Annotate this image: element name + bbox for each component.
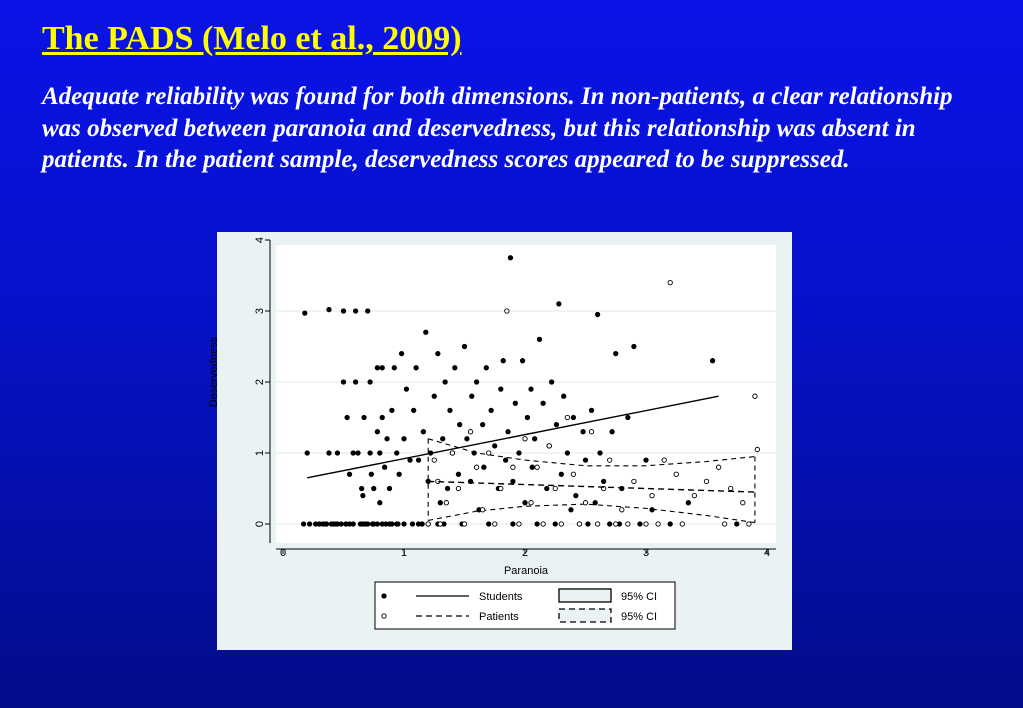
data-point-students [474, 380, 478, 384]
data-point-students [375, 430, 379, 434]
data-point-students [453, 366, 457, 370]
legend-ci-label-students: 95% CI [621, 591, 658, 603]
plot-area [276, 245, 776, 543]
data-point-students [421, 430, 425, 434]
data-point-students [339, 522, 343, 526]
data-point-patients [729, 486, 733, 490]
data-point-students [416, 522, 420, 526]
data-point-students [438, 501, 442, 505]
data-point-students [303, 311, 307, 315]
data-point-students [366, 522, 370, 526]
data-point-students [368, 451, 372, 455]
data-point-students [375, 366, 379, 370]
data-point-students [545, 486, 549, 490]
data-point-students [601, 479, 605, 483]
data-point-students [362, 415, 366, 419]
data-point-students [353, 380, 357, 384]
data-point-patients [493, 522, 497, 526]
data-point-students [378, 501, 382, 505]
data-point-patients [535, 465, 539, 469]
data-point-students [414, 366, 418, 370]
legend-label-students: Students [479, 591, 523, 603]
data-point-students [402, 437, 406, 441]
data-point-students [457, 422, 461, 426]
data-point-students [402, 522, 406, 526]
data-point-patients [511, 465, 515, 469]
data-point-students [559, 472, 563, 476]
legend-ci-swatch-patients [559, 609, 611, 622]
data-point-students [424, 330, 428, 334]
data-point-students [632, 344, 636, 348]
data-point-students [489, 408, 493, 412]
data-point-students [529, 387, 533, 391]
y-tick-label-3: 3 [254, 307, 266, 315]
data-point-patients [632, 479, 636, 483]
data-point-students [465, 437, 469, 441]
data-point-students [327, 451, 331, 455]
data-point-students [549, 380, 553, 384]
data-point-students [535, 522, 539, 526]
data-point-patients [704, 479, 708, 483]
data-point-students [586, 522, 590, 526]
data-point-students [574, 493, 578, 497]
y-tick-label-2: 2 [254, 378, 266, 386]
legend-ci-label-patients: 95% CI [621, 611, 658, 623]
data-point-patients [480, 508, 484, 512]
legend-marker-students [382, 594, 386, 598]
data-point-students [554, 422, 558, 426]
x-tick-label-2: 2 [521, 547, 529, 559]
data-point-students [361, 493, 365, 497]
data-point-students [686, 501, 690, 505]
data-point-students [448, 408, 452, 412]
data-point-students [410, 522, 414, 526]
data-point-students [366, 309, 370, 313]
data-point-students [626, 415, 630, 419]
data-point-patients [722, 522, 726, 526]
data-point-students [382, 465, 386, 469]
data-point-students [557, 302, 561, 306]
data-point-patients [432, 458, 436, 462]
data-point-students [506, 430, 510, 434]
data-point-students [541, 401, 545, 405]
data-point-students [480, 422, 484, 426]
data-point-patients [626, 522, 630, 526]
data-point-patients [462, 522, 466, 526]
data-point-patients [426, 522, 430, 526]
legend-label-patients: Patients [479, 611, 519, 623]
data-point-students [511, 479, 515, 483]
data-point-students [387, 522, 391, 526]
data-point-students [327, 307, 331, 311]
data-point-patients [450, 451, 454, 455]
data-point-students [395, 522, 399, 526]
x-tick-label-1: 1 [400, 547, 408, 559]
data-point-patients [583, 501, 587, 505]
data-point-students [436, 351, 440, 355]
data-point-patients [755, 447, 759, 451]
data-point-students [397, 472, 401, 476]
data-point-students [395, 451, 399, 455]
data-point-patients [559, 522, 563, 526]
data-point-students [307, 522, 311, 526]
data-point-students [353, 309, 357, 313]
data-point-students [470, 394, 474, 398]
data-point-students [305, 451, 309, 455]
data-point-students [380, 366, 384, 370]
data-point-patients [553, 486, 557, 490]
data-point-patients [644, 522, 648, 526]
chart-legend [375, 582, 675, 629]
data-point-students [571, 415, 575, 419]
data-point-students [390, 408, 394, 412]
data-point-patients [692, 493, 696, 497]
data-point-students [598, 451, 602, 455]
y-axis-label: Deservedness [208, 336, 220, 408]
data-point-students [620, 486, 624, 490]
data-point-students [508, 256, 512, 260]
data-point-students [404, 387, 408, 391]
data-point-students [372, 486, 376, 490]
data-point-patients [499, 486, 503, 490]
data-point-students [334, 522, 338, 526]
data-point-students [511, 522, 515, 526]
data-point-students [335, 451, 339, 455]
data-point-students [317, 522, 321, 526]
data-point-students [347, 472, 351, 476]
data-point-students [356, 451, 360, 455]
data-point-students [472, 451, 476, 455]
data-point-students [399, 351, 403, 355]
data-point-students [517, 451, 521, 455]
data-point-students [351, 451, 355, 455]
data-point-students [344, 522, 348, 526]
legend-marker-patients [382, 614, 386, 618]
data-point-students [369, 472, 373, 476]
data-point-patients [444, 501, 448, 505]
data-point-patients [577, 522, 581, 526]
data-point-patients [487, 451, 491, 455]
data-point-patients [656, 522, 660, 526]
data-point-patients [753, 394, 757, 398]
data-point-students [501, 359, 505, 363]
data-point-patients [741, 501, 745, 505]
data-point-students [378, 451, 382, 455]
chart-panel [208, 232, 792, 650]
data-point-patients [517, 522, 521, 526]
data-point-students [595, 312, 599, 316]
data-point-students [345, 415, 349, 419]
data-point-students [520, 359, 524, 363]
data-point-students [710, 359, 714, 363]
data-point-students [368, 380, 372, 384]
x-axis-label: Paranoia [503, 565, 549, 577]
data-point-patients [668, 280, 672, 284]
data-point-students [487, 522, 491, 526]
data-point-students [361, 522, 365, 526]
data-point-students [359, 486, 363, 490]
data-point-students [589, 408, 593, 412]
legend-ci-swatch-students [559, 589, 611, 602]
data-point-students [341, 380, 345, 384]
data-point-students [608, 522, 612, 526]
data-point-students [537, 337, 541, 341]
data-point-students [525, 415, 529, 419]
data-point-students [408, 458, 412, 462]
data-point-patients [565, 415, 569, 419]
data-point-students [462, 344, 466, 348]
data-point-patients [571, 472, 575, 476]
data-point-patients [438, 522, 442, 526]
slide-title: The PADS (Melo et al., 2009) [42, 20, 462, 57]
data-point-students [610, 430, 614, 434]
data-point-patients [674, 472, 678, 476]
data-point-students [593, 501, 597, 505]
data-point-students [553, 522, 557, 526]
data-point-students [530, 465, 534, 469]
data-point-patients [595, 522, 599, 526]
data-point-students [411, 408, 415, 412]
data-point-students [385, 437, 389, 441]
data-point-patients [523, 437, 527, 441]
data-point-students [370, 522, 374, 526]
y-tick-label-0: 0 [254, 520, 266, 528]
data-point-patients [456, 486, 460, 490]
data-point-students [416, 458, 420, 462]
data-point-patients [680, 522, 684, 526]
data-point-students [456, 472, 460, 476]
data-point-students [351, 522, 355, 526]
data-point-students [638, 522, 642, 526]
data-point-students [324, 522, 328, 526]
data-point-students [581, 430, 585, 434]
data-point-students [499, 387, 503, 391]
data-point-students [341, 309, 345, 313]
y-tick-label-1: 1 [254, 449, 266, 457]
x-tick-label-0: 0 [279, 547, 287, 559]
data-point-students [482, 465, 486, 469]
data-point-students [565, 451, 569, 455]
data-point-students [583, 458, 587, 462]
data-point-patients [662, 458, 666, 462]
data-point-students [445, 486, 449, 490]
data-point-patients [541, 522, 545, 526]
data-point-students [562, 394, 566, 398]
data-point-students [569, 508, 573, 512]
data-point-students [493, 444, 497, 448]
data-point-students [735, 522, 739, 526]
data-point-students [513, 401, 517, 405]
data-point-students [301, 522, 305, 526]
data-point-patients [608, 458, 612, 462]
data-point-patients [529, 501, 533, 505]
data-point-students [387, 486, 391, 490]
data-point-students [380, 415, 384, 419]
data-point-students [668, 522, 672, 526]
data-point-patients [547, 444, 551, 448]
data-point-students [523, 501, 527, 505]
data-point-students [650, 508, 654, 512]
data-point-students [503, 458, 507, 462]
data-point-patients [505, 309, 509, 313]
data-point-patients [747, 522, 751, 526]
data-point-students [380, 522, 384, 526]
y-tick-label-4: 4 [254, 236, 266, 244]
data-point-patients [650, 493, 654, 497]
data-point-students [614, 351, 618, 355]
data-point-patients [474, 465, 478, 469]
data-point-patients [620, 508, 624, 512]
data-point-students [532, 437, 536, 441]
scatter-chart [208, 232, 792, 650]
data-point-students [441, 437, 445, 441]
data-point-patients [468, 430, 472, 434]
x-tick-label-3: 3 [642, 547, 650, 559]
data-point-patients [716, 465, 720, 469]
data-point-students [375, 522, 379, 526]
data-point-patients [614, 522, 618, 526]
slide-body-text: Adequate reliability was found for both dimensions. In non-patients, a clear relationship was observed between paranoia and deservedness, but this relationship was absent in patients. In the patient sample, deservedness scores appeared to be suppressed. [42, 83, 953, 173]
data-point-students [484, 366, 488, 370]
data-point-students [443, 380, 447, 384]
data-point-students [644, 458, 648, 462]
data-point-students [432, 394, 436, 398]
data-point-students [392, 366, 396, 370]
data-point-patients [589, 430, 593, 434]
x-tick-label-4: 4 [763, 547, 771, 559]
